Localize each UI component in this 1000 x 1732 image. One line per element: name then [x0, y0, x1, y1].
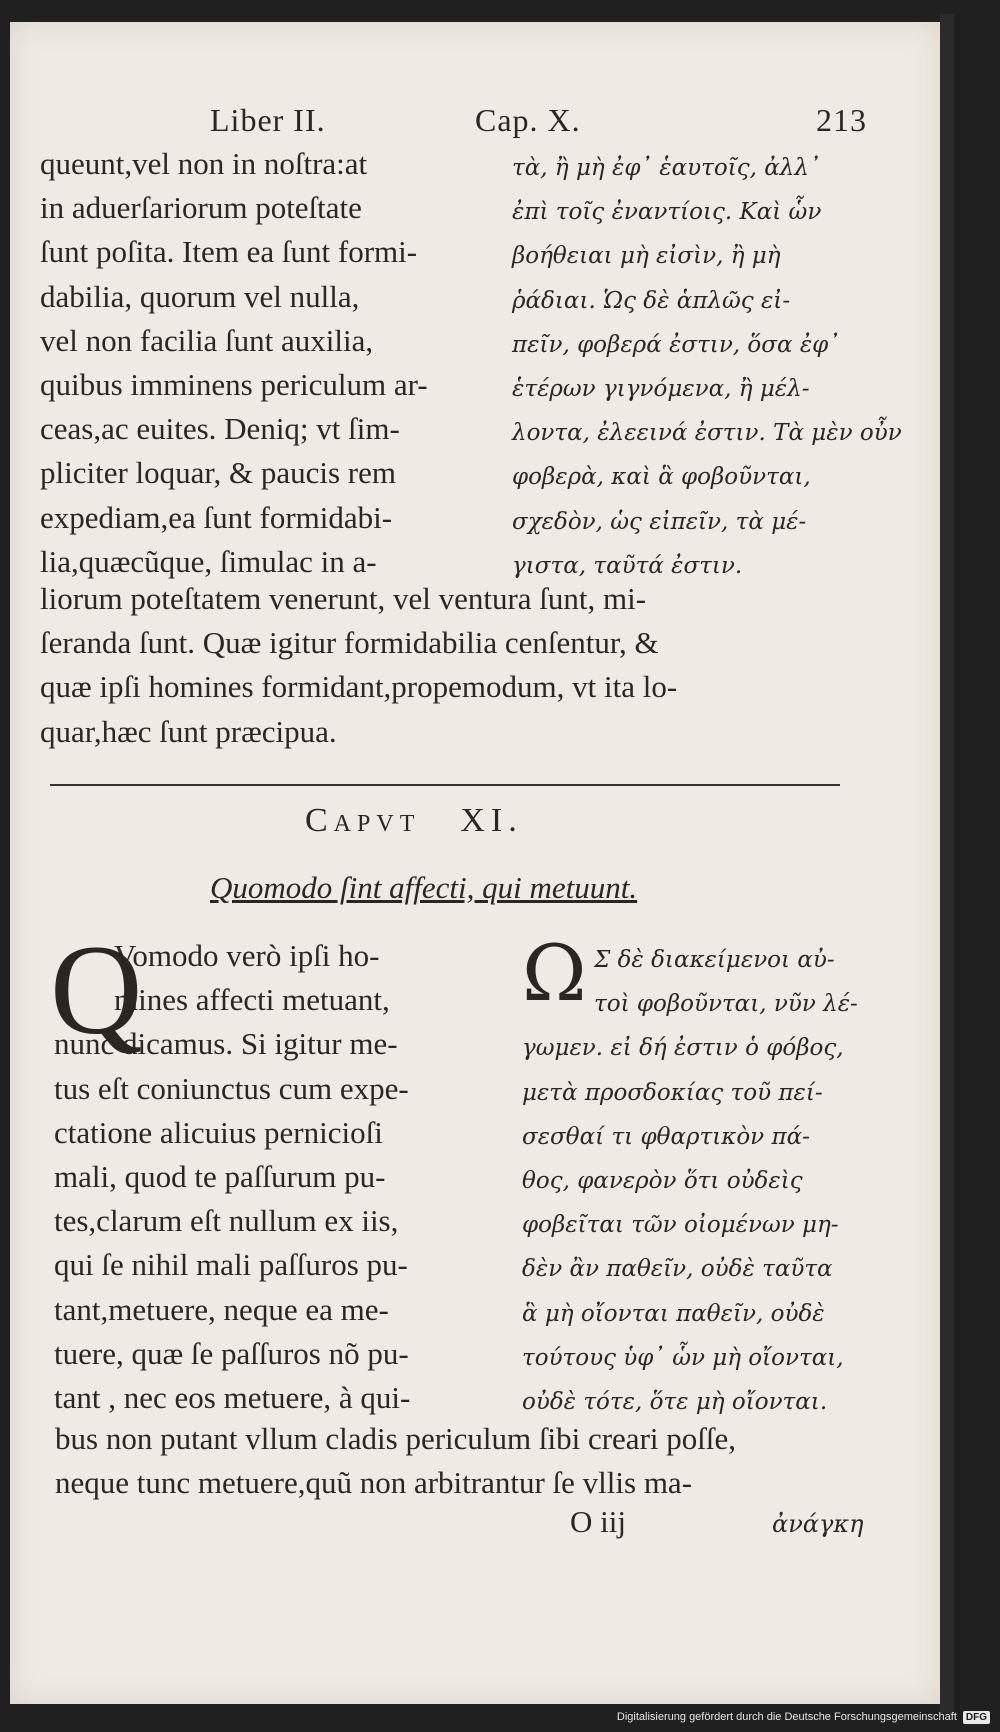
greek-line: Σ δὲ διακείμενοι αὐ-: [594, 947, 835, 973]
text-line: nunc dicamus. Si igitur me-: [54, 1026, 398, 1062]
text-line: Vomodo verò ipſi ho-: [114, 938, 380, 973]
text-line: lia,quæcũque, ſimulac in a-: [40, 543, 377, 579]
greek-line: ἑτέρων γιγνόμενα, ἢ μέλ-: [512, 376, 810, 403]
greek-line: ῥάδιαι. Ὡς δὲ ἁπλῶς εἰ-: [512, 287, 791, 314]
greek-line: γιστα, ταῦτά ἐστιν.: [512, 552, 743, 579]
text-line: tes,clarum eſt nullum ex iis,: [54, 1203, 399, 1239]
latin-full-width-1: [40, 577, 878, 754]
chapter-heading-word: Capvt: [305, 802, 421, 839]
book-page: [10, 22, 940, 1704]
latin-column-2: [54, 934, 494, 1420]
greek-column-1: [512, 146, 902, 588]
text-line: expediam,ea ſunt formidabi-: [40, 499, 393, 535]
drop-cap-latin: Q: [50, 919, 143, 1061]
signature-mark: O iij: [570, 1504, 626, 1539]
greek-line: τὰ, ἢ μὴ ἐφ᾽ ἑαυτοῖς, ἀλλ᾽: [512, 155, 821, 181]
text-line: ſunt poſita. Item ea ſunt formi-: [40, 234, 418, 270]
digitization-footer: [617, 1706, 990, 1728]
greek-line: ἐπὶ τοῖς ἐναντίοις. Καὶ ὧν: [512, 199, 822, 226]
greek-line: τούτους ὑφ᾽ ὧν μὴ οἴονται,: [522, 1344, 844, 1371]
greek-line: φοβερὰ, καὶ ἃ φοβοῦνται,: [512, 464, 811, 491]
greek-line: σεσθαί τι φθαρτικὸν πά-: [522, 1123, 810, 1150]
footer-text: Digitalisierung gefördert durch die Deutsche Forschungsgemeinschaft: [616, 1711, 957, 1723]
greek-line: γωμεν. εἰ δή ἐστιν ὁ φόβος,: [522, 1035, 844, 1062]
text-line: quar,hæc ſunt præcipua.: [40, 713, 337, 749]
text-line: dabilia, quorum vel nulla,: [40, 278, 360, 314]
text-line: neque tunc metuere,quũ non arbitrantur ſe vllis ma-: [55, 1465, 693, 1501]
greek-column-2: [522, 938, 877, 1424]
latin-column-1: [40, 142, 485, 584]
dfg-logo-icon: DFG: [963, 1711, 990, 1724]
text-line: quæ ipſi homines formidant,propemodum, vt ita lo-: [40, 669, 678, 705]
text-line: quibus imminens periculum ar-: [40, 367, 428, 403]
drop-cap-greek: Ω: [522, 929, 587, 1019]
greek-line: λοντα, ἐλεεινά ἐστιν. Τὰ μὲν οὖν: [512, 420, 902, 447]
greek-line: βοήθειαι μὴ εἰσὶν, ἢ μὴ: [512, 243, 781, 270]
chapter-heading: [305, 802, 523, 840]
greek-line: σχεδὸν, ὡς εἰπεῖν, τὰ μέ-: [512, 508, 807, 535]
text-line: ſeranda ſunt. Quæ igitur formidabilia cenſentur, &: [40, 625, 659, 661]
text-line: mines affecti metuant,: [114, 982, 390, 1018]
greek-line: τοὶ φοβοῦνται, νῦν λέ-: [594, 991, 858, 1018]
text-line: queunt,vel non in noſtra:at: [40, 146, 368, 181]
text-line: tant , nec eos metuere, à qui-: [54, 1380, 411, 1416]
text-line: tuere, quæ ſe paſſuros nõ pu-: [54, 1335, 409, 1371]
text-line: bus non putant vllum cladis periculum ſibi creari poſſe,: [55, 1421, 736, 1456]
text-line: liorum poteſtatem venerunt, vel ventura ſunt, mi-: [40, 581, 647, 616]
greek-line: ἃ μὴ οἴονται παθεῖν, οὐδὲ: [522, 1300, 825, 1327]
section-divider: [50, 784, 840, 786]
text-line: mali, quod te paſſurum pu-: [54, 1159, 386, 1195]
greek-line: θος, φανερὸν ὅτι οὐδεὶς: [522, 1168, 803, 1195]
running-head-book: Liber II.: [210, 102, 326, 138]
chapter-subtitle: Quomodo ſint affecti, qui metuunt.: [210, 870, 638, 905]
latin-full-width-2: [55, 1417, 875, 1505]
greek-line: πεῖν, φοβερά ἐστιν, ὅσα ἐφ᾽: [512, 331, 840, 358]
chapter-heading-number: XI.: [460, 802, 523, 839]
text-line: pliciter loquar, & paucis rem: [40, 455, 397, 491]
greek-line: μετὰ προσδοκίας τοῦ πεί-: [522, 1079, 823, 1106]
text-line: tant,metuere, neque ea me-: [54, 1291, 389, 1327]
page-edge: [940, 14, 954, 1714]
text-line: ceas,ac euites. Deniq; vt ſim-: [40, 411, 400, 447]
text-line: tus eſt coniunctus cum expe-: [54, 1070, 409, 1106]
text-line: in aduerſariorum poteſtate: [40, 190, 362, 226]
page-number: 213: [816, 102, 867, 138]
text-line: qui ſe nihil mali paſſuros pu-: [54, 1247, 408, 1283]
catchword: ἀνάγκη: [772, 1510, 864, 1538]
greek-line: οὐδὲ τότε, ὅτε μὴ οἴονται.: [522, 1389, 828, 1416]
greek-line: φοβεῖται τῶν οἰομένων μη-: [522, 1212, 839, 1239]
running-head-chapter: Cap. X.: [475, 102, 581, 138]
text-line: vel non facilia ſunt auxilia,: [40, 322, 374, 358]
greek-line: δὲν ἂν παθεῖν, οὐδὲ ταῦτα: [522, 1256, 833, 1283]
text-line: ctatione alicuius pernicioſi: [54, 1114, 383, 1150]
